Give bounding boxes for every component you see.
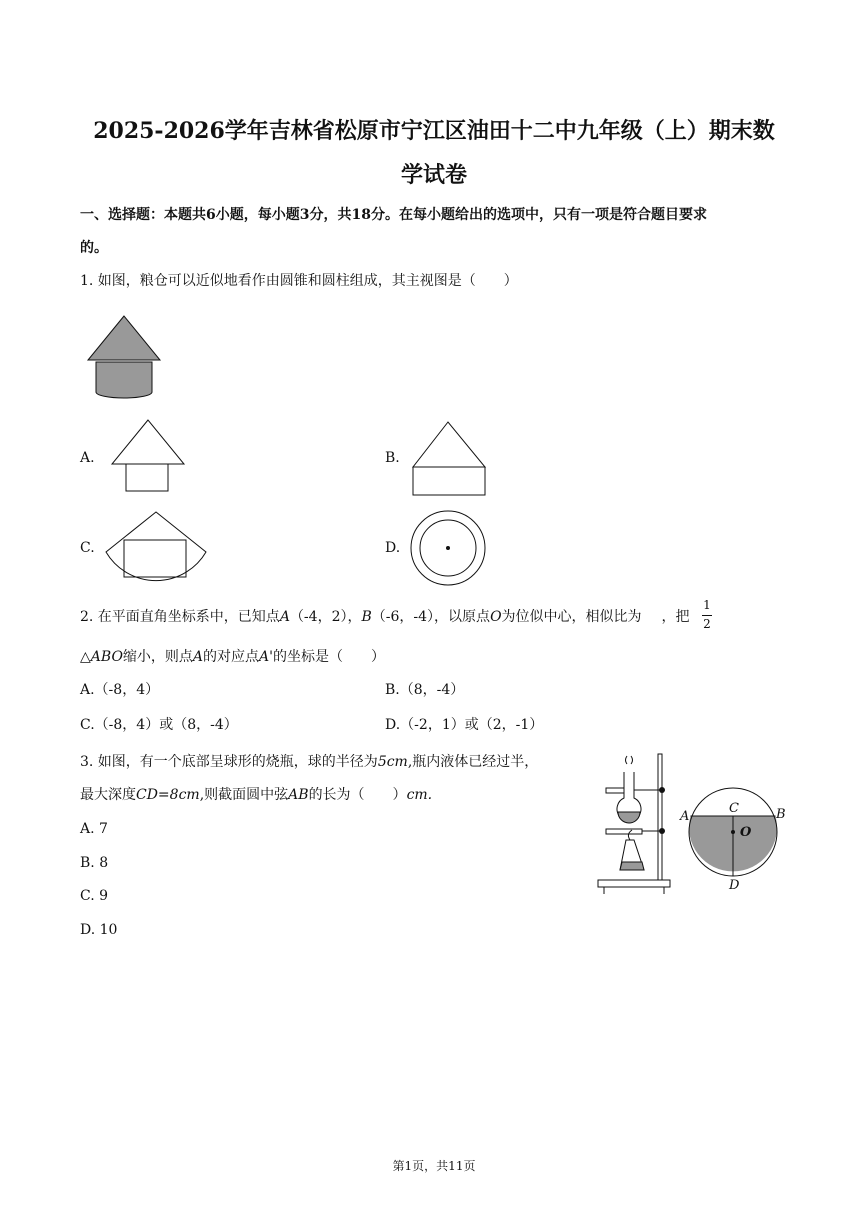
section-heading-line1: 一、选择题：本题共6小题，每小题3分，共18分。在每小题给出的选项中，只有一项是符合题目要求 xyxy=(80,207,707,223)
q2-fraction-numerator: 1 xyxy=(703,598,711,612)
q3-label-a: A xyxy=(680,809,690,824)
q2-option-d[interactable]: D.（-2，1）或（2，-1） xyxy=(385,717,544,733)
exam-title-line2: 学试卷 xyxy=(400,162,467,188)
q3-option-b[interactable]: B. 8 xyxy=(80,855,109,871)
q3-label-b: B xyxy=(776,807,786,822)
section-heading-line2: 的。 xyxy=(80,240,108,256)
exam-title-line1: 2025-2026学年吉林省松原市宁江区油田十二中九年级（上）期末数 xyxy=(93,118,775,144)
page-footer: 第1页，共11页 xyxy=(392,1159,476,1173)
q3-option-c[interactable]: C. 9 xyxy=(80,888,109,904)
q1-option-a-label[interactable]: A. xyxy=(80,450,95,466)
q2-option-b[interactable]: B.（8，-4） xyxy=(385,682,465,698)
q1-option-d-label[interactable]: D. xyxy=(385,540,401,556)
q1-option-d-figure xyxy=(410,510,488,588)
q3-option-d[interactable]: D. 10 xyxy=(80,922,118,938)
q3-option-a[interactable]: A. 7 xyxy=(80,821,108,837)
q2-fraction-denominator: 2 xyxy=(703,617,711,631)
q1-granary-figure xyxy=(86,314,164,400)
q3-label-o: O xyxy=(740,825,752,840)
q2-fraction-bar xyxy=(702,615,712,616)
q1-option-b-label[interactable]: B. xyxy=(385,450,400,466)
q3-stem-line1: 3. 如图，有一个底部呈球形的烧瓶，球的半径为5cm,瓶内液体已经过半， xyxy=(80,754,539,770)
q3-label-c: C xyxy=(729,801,739,816)
q2-stem-line2: △ABO缩小，则点A的对应点A'的坐标是（ ） xyxy=(80,649,386,665)
q1-option-c-label[interactable]: C. xyxy=(80,540,95,556)
q2-option-c[interactable]: C.（-8，4）或（8，-4） xyxy=(80,717,238,733)
q3-label-d: D xyxy=(729,878,740,893)
q2-option-a[interactable]: A.（-8，4） xyxy=(80,682,160,698)
q3-stem-line2: 最大深度CD=8cm,则截面圆中弦AB的长为（ ）cm. xyxy=(80,787,433,803)
q1-option-c-figure xyxy=(102,510,216,586)
q1-option-b-figure xyxy=(410,420,490,498)
q3-flask-apparatus-figure xyxy=(596,752,676,898)
q1-option-a-figure xyxy=(110,418,186,494)
q1-stem: 1. 如图，粮仓可以近似地看作由圆锥和圆柱组成，其主视图是（ ） xyxy=(80,273,518,289)
q2-stem-line1: 2. 在平面直角坐标系中，已知点A（-4，2），B（-6，-4），以原点O为位似中心，相似比为 ，把 xyxy=(80,609,690,625)
